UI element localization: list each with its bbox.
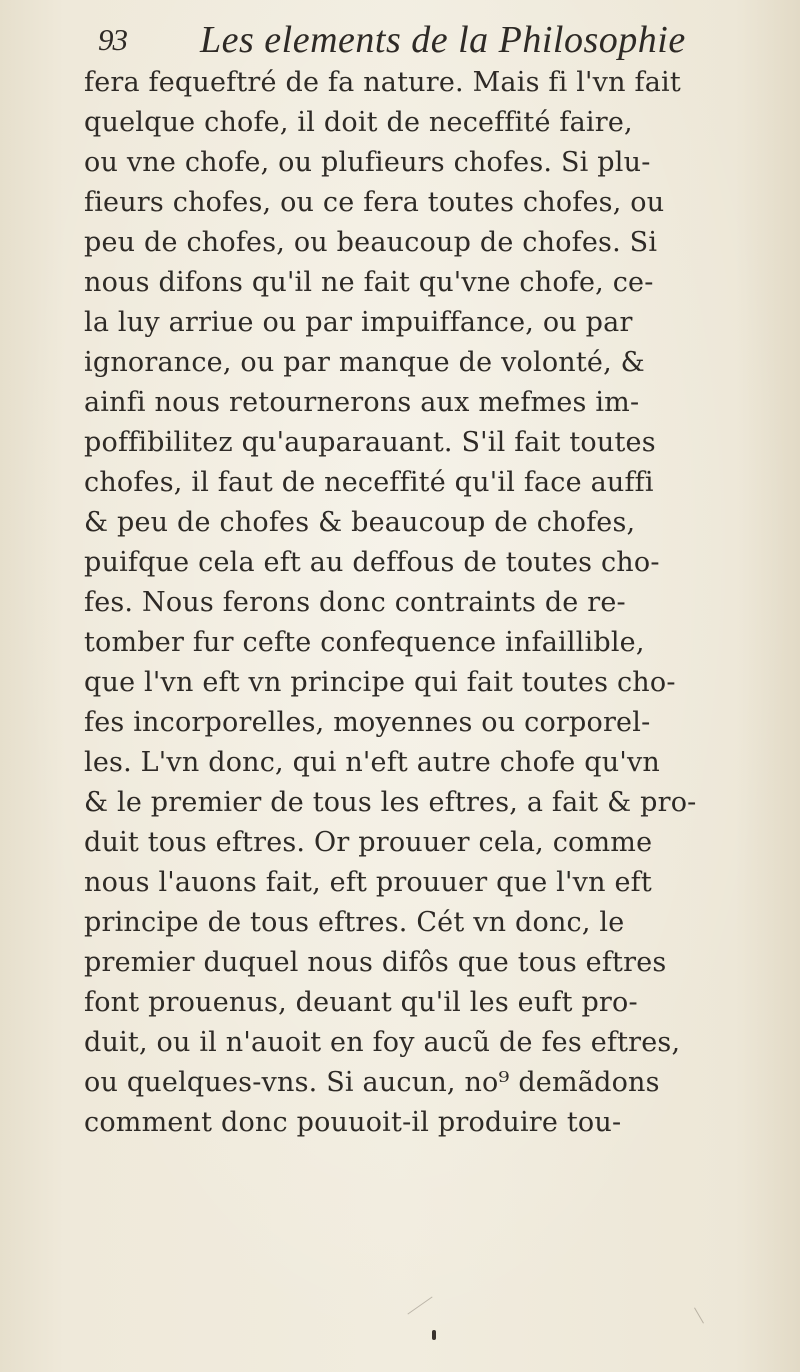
- text-line: poffibilitez qu'auparauant. S'il fait toutes: [84, 427, 656, 458]
- text-line: premier duquel nous difôs que tous eftres: [84, 947, 667, 978]
- paper-scratch: [407, 1296, 432, 1314]
- text-line: que l'vn eft vn principe qui fait toutes cho-: [84, 667, 676, 698]
- text-line: quelque chofe, il doit de neceffité faire,: [84, 107, 633, 138]
- text-line: ou quelques-vns. Si aucun, no⁹ demãdons: [84, 1067, 660, 1098]
- page-number: 93: [98, 22, 127, 57]
- ink-speck: [432, 1330, 436, 1340]
- text-line: nous l'auons fait, eft prouuer que l'vn eft: [84, 867, 652, 898]
- text-line: peu de chofes, ou beaucoup de chofes. Si: [84, 227, 658, 258]
- text-line: principe de tous eftres. Cét vn donc, le: [84, 907, 625, 938]
- text-line: les. L'vn donc, qui n'eft autre chofe qu'vn: [84, 747, 660, 778]
- text-line: tomber fur cefte confequence infaillible,: [84, 627, 645, 658]
- text-line: fes. Nous ferons donc contraints de re-: [84, 587, 626, 618]
- text-line: duit, ou il n'auoit en foy aucũ de fes eftres,: [84, 1027, 681, 1058]
- text-line: ainfi nous retournerons aux mefmes im-: [84, 387, 640, 418]
- text-line: fes incorporelles, moyennes ou corporel-: [84, 707, 651, 738]
- text-line: fieurs chofes, ou ce fera toutes chofes, ou: [84, 187, 665, 218]
- text-line: puifque cela eft au deffous de toutes cho-: [84, 547, 660, 578]
- text-line: comment donc pouuoit-il produire tou-: [84, 1107, 622, 1138]
- body-text: [84, 63, 784, 1143]
- paper-scratch: [694, 1307, 704, 1323]
- text-line: ignorance, ou par manque de volonté, &: [84, 347, 645, 378]
- page-header: [98, 14, 698, 64]
- text-line: font prouenus, deuant qu'il les euft pro-: [84, 987, 638, 1018]
- text-line: duit tous eftres. Or prouuer cela, comme: [84, 827, 653, 858]
- text-line: & peu de chofes & beaucoup de chofes,: [84, 507, 636, 538]
- text-line: & le premier de tous les eftres, a fait & pro-: [84, 787, 697, 818]
- text-line: la luy arriue ou par impuiffance, ou par: [84, 307, 633, 338]
- text-line: nous difons qu'il ne fait qu'vne chofe, ce-: [84, 267, 654, 298]
- text-line: chofes, il faut de neceffité qu'il face auffi: [84, 467, 654, 498]
- running-head: Les elements de la Philosophie: [200, 19, 686, 61]
- text-line: fera fequeftré de fa nature. Mais fi l'vn fait: [84, 67, 681, 98]
- text-line: ou vne chofe, ou plufieurs chofes. Si plu-: [84, 147, 651, 178]
